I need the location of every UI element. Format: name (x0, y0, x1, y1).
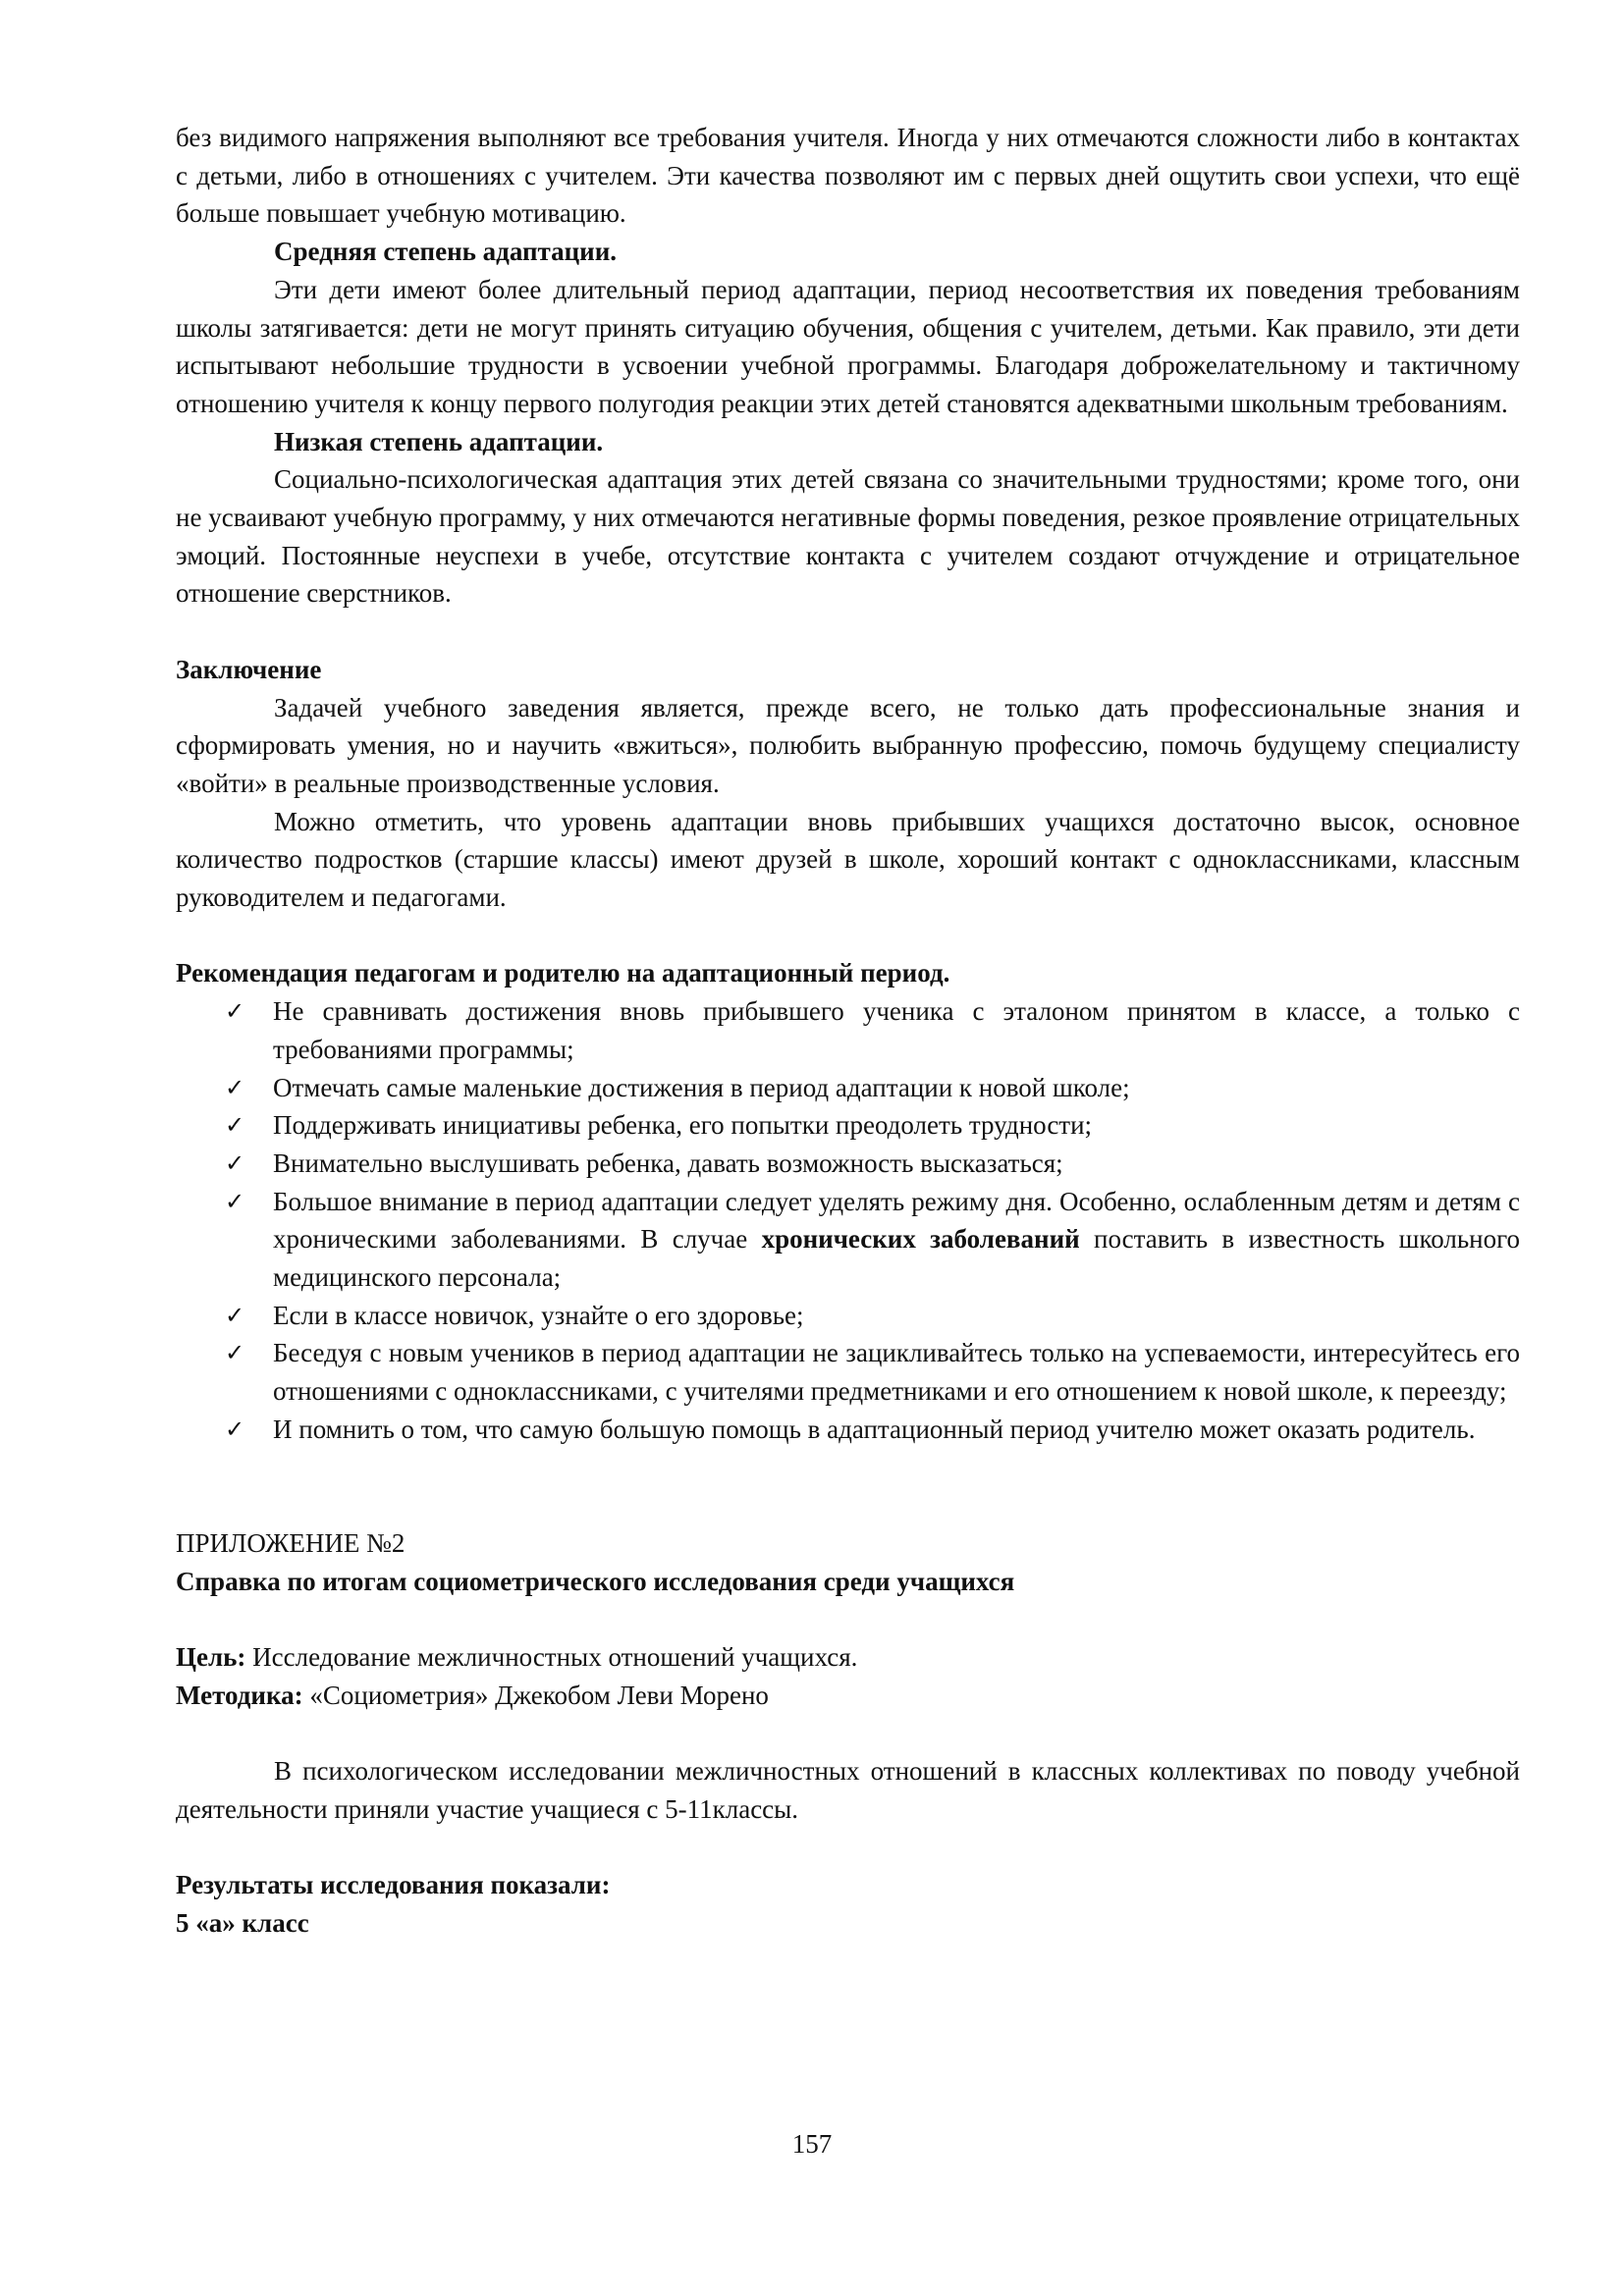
method-label: Методика: (176, 1680, 303, 1710)
list-item-text: И помнить о том, что самую большую помощь в адаптационный период учителю может оказать родитель. (273, 1414, 1476, 1444)
recommendations-list (176, 992, 1520, 1448)
spacer (176, 917, 1520, 955)
checkmark-icon: ✓ (225, 1415, 245, 1443)
appendix-title: Справка по итогам социометрического исследования среди учащихся (176, 1566, 1015, 1596)
conclusion-paragraph: Задачей учебного заведения является, прежде всего, не только дать профессиональные знания и сформировать умения, но и научить «вжиться», полюбить выбранную профессию, помочь будущему специалисту «войти» в реальные производственные условия. (176, 692, 1520, 798)
results-heading: Результаты исследования показали: (176, 1870, 611, 1900)
list-item-text: Не сравнивать достижения вновь прибывшего ученика с эталоном принятом в классе, а только с требованиями программы; (273, 996, 1520, 1064)
list-item (176, 1297, 1520, 1335)
checkmark-icon: ✓ (225, 1073, 245, 1101)
document-page (176, 119, 1520, 1943)
method-text: «Социометрия» Джекобом Леви Морено (302, 1680, 769, 1710)
spacer (176, 1600, 1520, 1638)
list-item (176, 992, 1520, 1068)
list-item (176, 1334, 1520, 1410)
recommendations-heading: Рекомендация педагогам и родителю на адаптационный период. (176, 958, 950, 988)
page-number: 157 (791, 2129, 833, 2159)
medium-adaptation-paragraph: Эти дети имеют более длительный период адаптации, период несоответствия их поведения требованиям школы затягивается: дети не могут принять ситуацию обучения, общения с учителем, детьми. Как правило, эти дети испытывают небольшие трудности в усвоении учебной программы. Благодаря доброжелательному и тактичному отношению учителя к концу первого полугодия реакции этих детей становятся адекватными школьным требованиям. (176, 274, 1520, 418)
low-adaptation-heading: Низкая степень адаптации. (274, 426, 604, 456)
spacer (176, 1449, 1520, 1487)
goal-text: Исследование межличностных отношений учащихся. (245, 1642, 858, 1673)
list-item-text: поставить в известность школьного медицинского персонала; (273, 1224, 1520, 1293)
list-item-text: Большое внимание в период адаптации следует уделять режиму дня. Особенно, ослабленным детям и детям с хроническими заболеваниями. В случае (273, 1186, 1520, 1255)
list-item (176, 1411, 1520, 1449)
list-item (176, 1183, 1520, 1297)
goal-label: Цель: (176, 1642, 246, 1673)
checkmark-icon: ✓ (225, 1301, 245, 1329)
low-adaptation-paragraph: Социально-психологическая адаптация этих детей связана со значительными трудностями; кроме того, они не усваивают учебную программу, у них отмечаются негативные формы поведения, резкое проявление отрицательных эмоций. Постоянные неуспехи в учебе, отсутствие контакта с учителем создают отчуждение и отрицательное отношение сверстников. (176, 464, 1520, 609)
list-item (176, 1145, 1520, 1183)
list-item-text: Отмечать самые маленькие достижения в период адаптации к новой школе; (273, 1072, 1130, 1102)
class-heading: 5 «а» класс (176, 1907, 309, 1938)
list-item (176, 1069, 1520, 1107)
list-item-text: Если в классе новичок, узнайте о его здоровье; (273, 1300, 804, 1330)
conclusion-heading: Заключение (176, 654, 322, 684)
checkmark-icon: ✓ (225, 1148, 245, 1177)
checkmark-icon: ✓ (225, 1339, 245, 1367)
checkmark-icon: ✓ (225, 997, 245, 1026)
conclusion-paragraph: Можно отметить, что уровень адаптации вновь прибывших учащихся достаточно высок, основное количество подростков (старшие классы) имеют друзей в школе, хороший контакт с одноклассниками, классным руководителем и педагогами. (176, 806, 1520, 913)
study-paragraph: В психологическом исследовании межличностных отношений в классных коллективах по поводу учебной деятельности приняли участие учащиеся с 5-11классы. (176, 1756, 1520, 1824)
list-item-text: Беседуя с новым учеников в период адаптации не зацикливайтесь только на успеваемости, интересуйтесь его отношениями с одноклассниками, с учителями предметниками и его отношением к новой школе, к переезду; (273, 1338, 1520, 1407)
intro-paragraph: без видимого напряжения выполняют все требования учителя. Иногда у них отмечаются сложности либо в контактах с детьми, либо в отношениях с учителем. Эти качества позволяют им с первых дней ощутить свои успехи, что ещё больше повышает учебную мотивацию. (176, 123, 1520, 229)
list-item-text: Поддерживать инициативы ребенка, его попытки преодолеть трудности; (273, 1110, 1093, 1141)
list-item (176, 1106, 1520, 1145)
checkmark-icon: ✓ (225, 1111, 245, 1140)
spacer (176, 613, 1520, 651)
appendix-label: ПРИЛОЖЕНИЕ №2 (176, 1527, 406, 1558)
list-item-bold-text: хронических заболеваний (761, 1224, 1080, 1255)
spacer (176, 1486, 1520, 1524)
goal-line (176, 1638, 1520, 1677)
method-line (176, 1677, 1520, 1715)
medium-adaptation-heading: Средняя степень адаптации. (274, 237, 618, 267)
list-item-text: Внимательно выслушивать ребенка, давать возможность высказаться; (273, 1148, 1063, 1178)
spacer (176, 1714, 1520, 1752)
checkmark-icon: ✓ (225, 1187, 245, 1215)
spacer (176, 1829, 1520, 1867)
